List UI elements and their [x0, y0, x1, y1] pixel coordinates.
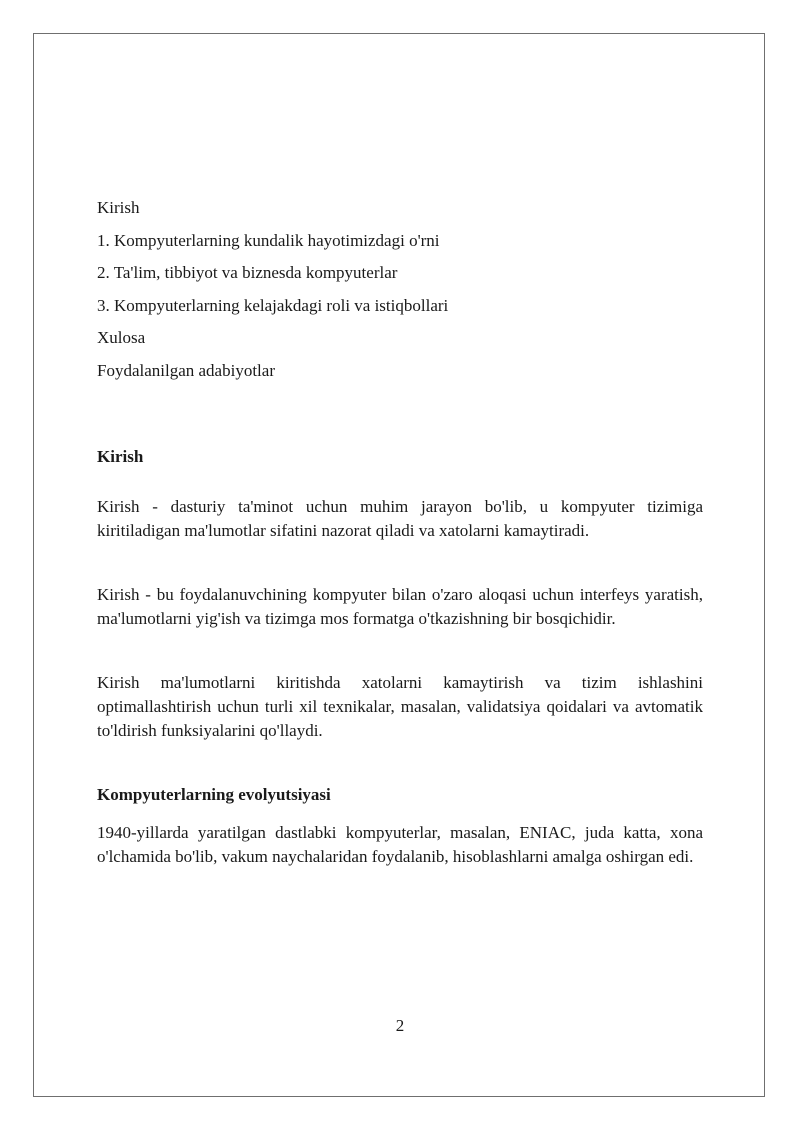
- toc-item-chapter-2: 2. Ta'lim, tibbiyot va biznesda kompyuterlar: [97, 263, 398, 282]
- paragraph: 1940-yillarda yaratilgan dastlabki kompyuterlar, masalan, ENIAC, juda katta, xona o'lchamida bo'lib, vakum naychalaridan foydalanib, hisoblashlarni amalga oshirgan edi.: [97, 822, 703, 866]
- page-number: 2: [395, 1016, 405, 1035]
- section-heading-intro: Kirish: [97, 446, 144, 466]
- paragraph: Kirish - bu foydalanuvchining kompyuter bilan o'zaro aloqasi uchun interfeys yaratish, ma'lumotlarni yig'ish va tizimga mos formatga o'tkazishning bir bosqichidir.: [97, 584, 703, 628]
- section-heading-evolution: Kompyuterlarning evolyutsiyasi: [97, 784, 331, 804]
- paragraph: Kirish ma'lumotlarni kiritishda xatolarni kamaytirish va tizim ishlashini optimallashtirish uchun turli xil texnikalar, masalan, validatsiya qoidalari va avtomatik to'ldirish funksiyalarini qo'llaydi.: [97, 672, 703, 740]
- toc-item-conclusion: Xulosa: [97, 328, 146, 347]
- toc-item-references: Foydalanilgan adabiyotlar: [97, 360, 275, 380]
- toc-item-intro: Kirish: [97, 198, 140, 217]
- paragraph: Kirish - dasturiy ta'minot uchun muhim jarayon bo'lib, u kompyuter tizimiga kiritiladigan ma'lumotlar sifatini nazorat qiladi va xatolarni kamaytiradi.: [97, 496, 703, 540]
- toc-item-chapter-1: 1. Kompyuterlarning kundalik hayotimizdagi o'rni: [97, 230, 440, 250]
- document-body: [97, 196, 703, 869]
- table-of-contents: [97, 196, 703, 383]
- toc-item-chapter-3: 3. Kompyuterlarning kelajakdagi roli va istiqbollari: [97, 295, 449, 315]
